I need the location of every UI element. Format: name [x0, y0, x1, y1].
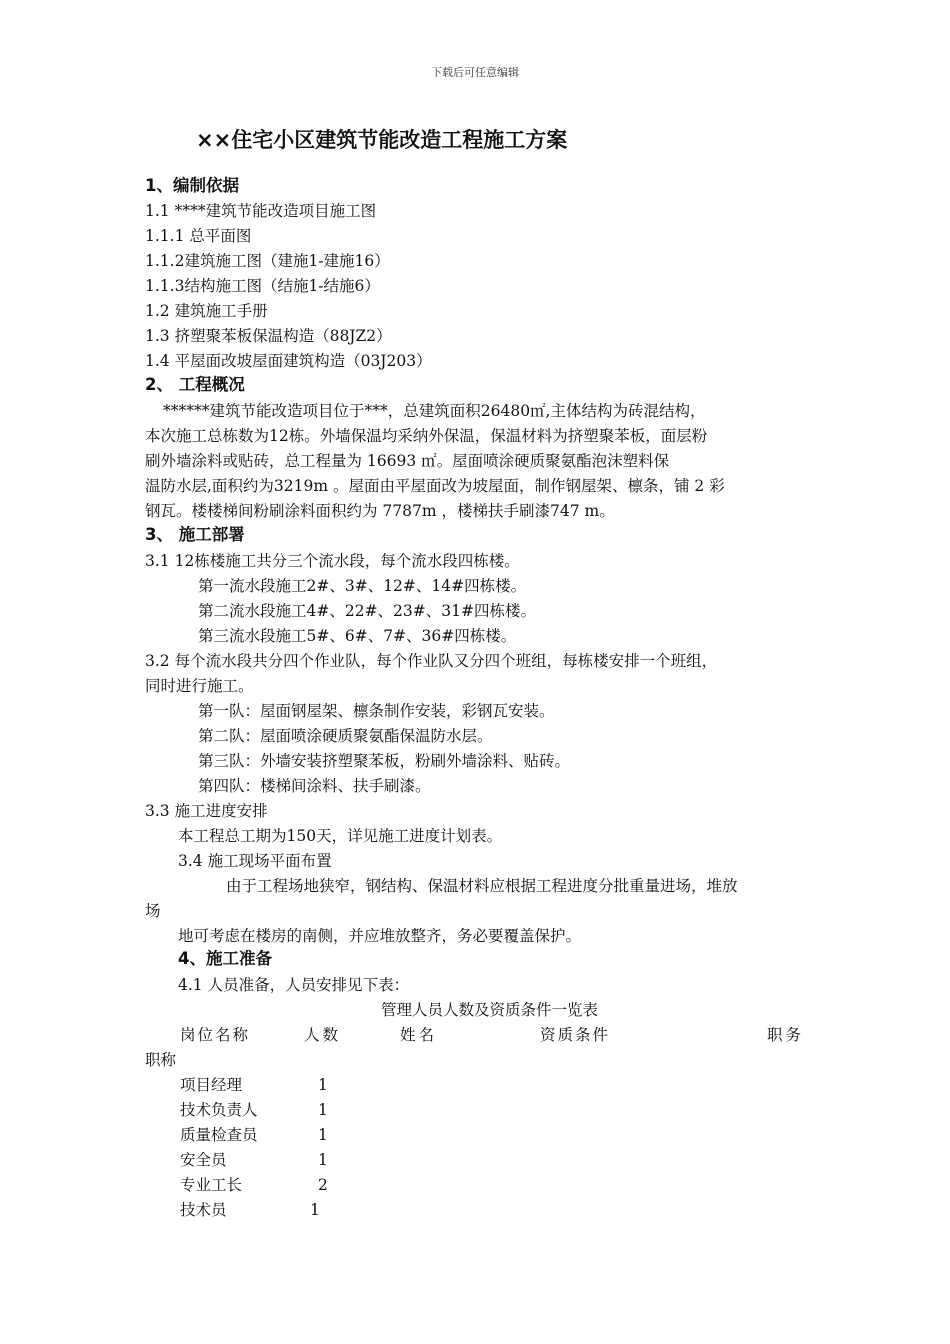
table-cell-count: 1 — [310, 1201, 320, 1219]
table-header-qualification: 资质条件 — [540, 1026, 611, 1044]
text-line: 本工程总工期为150天，详见施工进度计划表。 — [178, 827, 503, 845]
text-line: 3.4 施工现场平面布置 — [178, 852, 332, 870]
text-line: 场 — [145, 902, 161, 920]
table-cell-count: 1 — [318, 1101, 328, 1119]
text-line: 同时进行施工。 — [145, 677, 254, 695]
table-caption: 管理人员人数及资质条件一览表 — [381, 1001, 599, 1019]
text-line: 温防水层,面积约为3219m 。屋面由平屋面改为坡屋面，制作钢屋架、檩条，铺 2 彩 — [145, 477, 725, 495]
table-cell-role: 技术负责人 — [180, 1101, 258, 1119]
section-heading: 4、施工准备 — [178, 949, 272, 968]
table-header-role: 岗位名称 — [180, 1026, 251, 1044]
text-line: 第二队：屋面喷涂硬质聚氨酯保温防水层。 — [198, 727, 493, 745]
text-line: 第一队：屋面钢屋架、檩条制作安装，彩钢瓦安装。 — [198, 702, 555, 720]
text-line: 1.1.2建筑施工图（建施1-建施16） — [145, 252, 390, 270]
text-line: 3.3 施工进度安排 — [145, 802, 268, 820]
table-header-title: 职称 — [145, 1051, 177, 1069]
text-line: 第四队：楼梯间涂料、扶手刷漆。 — [198, 777, 431, 795]
text-line: 1.1.3结构施工图（结施1-结施6） — [145, 277, 380, 295]
table-cell-role: 技术员 — [180, 1201, 227, 1219]
text-line: 1.2 建筑施工手册 — [145, 302, 268, 320]
table-header-count: 人数 — [304, 1026, 342, 1044]
table-cell-count: 1 — [318, 1151, 328, 1169]
section-heading: 2、 工程概况 — [145, 375, 245, 394]
text-line: 刷外墙涂料或贴砖，总工程量为 16693 ㎡。屋面喷涂硬质聚氨酯泡沫塑料保 — [145, 452, 670, 470]
text-line: 1.1 ****建筑节能改造项目施工图 — [145, 202, 377, 220]
text-line: 由于工程场地狭窄，钢结构、保温材料应根据工程进度分批重量进场，堆放 — [226, 877, 738, 895]
table-header-position: 职务 — [767, 1026, 805, 1044]
text-line: 3.2 每个流水段共分四个作业队，每个作业队又分四个班组，每栋楼安排一个班组， — [145, 652, 718, 670]
text-line: 第三流水段施工5#、6#、7#、36#四栋楼。 — [198, 627, 517, 645]
text-line: 第三队：外墙安装挤塑聚苯板，粉刷外墙涂料、贴砖。 — [198, 752, 571, 770]
text-line: 第二流水段施工4#、22#、23#、31#四栋楼。 — [198, 602, 536, 620]
text-line: 4.1 人员准备，人员安排见下表： — [178, 976, 410, 994]
text-line: ******建筑节能改造项目位于***，总建筑面积26480㎡,主体结构为砖混结构， — [163, 402, 706, 420]
text-line: 1.1.1 总平面图 — [145, 227, 252, 245]
table-cell-count: 2 — [318, 1176, 328, 1194]
section-heading: 1、编制依据 — [145, 176, 239, 195]
page-header: 下载后可任意编辑 — [431, 66, 519, 79]
text-line: 本次施工总栋数为12栋。外墙保温均采纳外保温，保温材料为挤塑聚苯板，面层粉 — [145, 427, 708, 445]
text-line: 钢瓦。楼楼梯间粉刷涂料面积约为 7787m ，楼梯扶手刷漆747 m。 — [145, 502, 615, 520]
text-line: 地可考虑在楼房的南侧，并应堆放整齐，务必要覆盖保护。 — [178, 927, 582, 945]
document-title: ××住宅小区建筑节能改造工程施工方案 — [196, 128, 568, 152]
table-cell-role: 项目经理 — [180, 1076, 243, 1094]
text-line: 1.3 挤塑聚苯板保温构造（88JZ2） — [145, 327, 392, 345]
table-cell-role: 安全员 — [180, 1151, 227, 1169]
section-heading: 3、 施工部署 — [145, 525, 245, 544]
text-line: 第一流水段施工2#、3#、12#、14#四栋楼。 — [198, 577, 527, 595]
table-cell-count: 1 — [318, 1126, 328, 1144]
table-cell-role: 专业工长 — [180, 1176, 243, 1194]
table-header-name: 姓名 — [400, 1026, 438, 1044]
table-cell-role: 质量检查员 — [180, 1126, 258, 1144]
text-line: 1.4 平屋面改坡屋面建筑构造（03J203） — [145, 352, 432, 370]
table-cell-count: 1 — [318, 1076, 328, 1094]
text-line: 3.1 12栋楼施工共分三个流水段，每个流水段四栋楼。 — [145, 552, 520, 570]
